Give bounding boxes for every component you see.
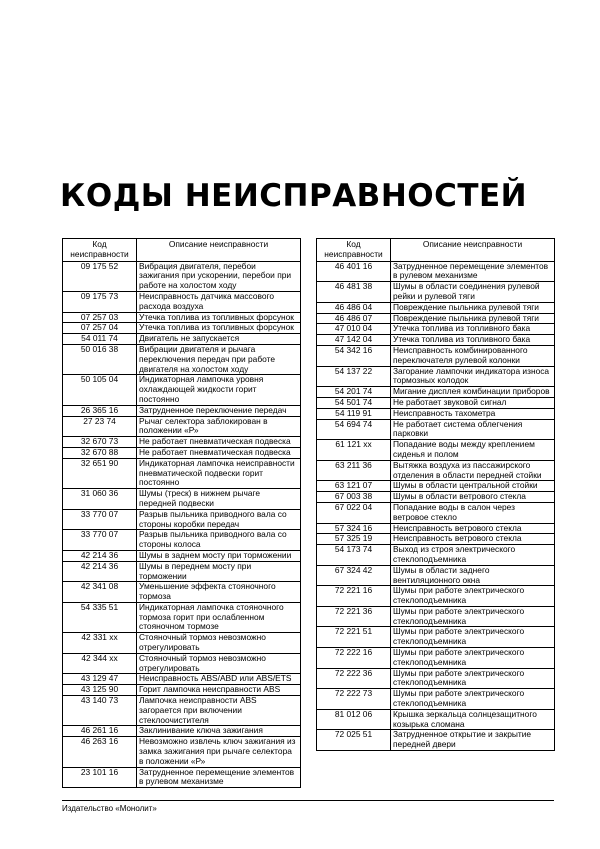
table-row — [317, 460, 555, 481]
fault-code: 31 060 36 — [63, 489, 137, 510]
fault-code: 33 770 07 — [63, 530, 137, 551]
fault-code: 54 137 22 — [317, 366, 391, 387]
fault-code: 07 257 04 — [63, 323, 137, 334]
table-row — [63, 726, 301, 737]
page-title: КОДЫ НЕИСПРАВНОСТЕЙ — [60, 178, 528, 214]
table-row — [63, 550, 301, 561]
table-row — [317, 689, 555, 710]
table-row — [317, 345, 555, 366]
fault-description: Неисправность комбинированного переключателя рулевой колонки — [391, 345, 555, 366]
fault-description: Шумы в переднем мосту при торможении — [137, 561, 301, 582]
fault-description: Затрудненное открытие и закрытие передней двери — [391, 730, 555, 751]
fault-description: Шумы при работе электрического стеклоподъемника — [391, 668, 555, 689]
fault-code: 43 125 90 — [63, 685, 137, 696]
fault-code: 09 175 52 — [63, 261, 137, 291]
fault-description: Утечка топлива из топливных форсунок — [137, 323, 301, 334]
table-row — [63, 509, 301, 530]
fault-description: Не работает система облегчения парковки — [391, 419, 555, 440]
fault-description: Утечка топлива из топливного бака — [391, 324, 555, 335]
table-row — [63, 685, 301, 696]
table-row — [317, 730, 555, 751]
table-row — [317, 668, 555, 689]
fault-description: Рычаг селектора заблокирован в положении «Р» — [137, 416, 301, 437]
fault-code: 46 481 38 — [317, 282, 391, 303]
fault-code: 72 025 51 — [317, 730, 391, 751]
table-row — [63, 261, 301, 291]
table-row — [63, 602, 301, 632]
fault-description: Индикаторная лампочка неисправности пневматической подвески горит постоянно — [137, 458, 301, 488]
publisher-footer: Издательство «Монолит» — [62, 804, 157, 813]
fault-code: 23 101 16 — [63, 767, 137, 788]
fault-code: 72 221 36 — [317, 606, 391, 627]
fault-code: 42 341 08 — [63, 582, 137, 603]
fault-code: 42 344 xx — [63, 653, 137, 674]
table-row — [63, 530, 301, 551]
fault-code: 42 214 36 — [63, 550, 137, 561]
fault-code: 46 263 16 — [63, 737, 137, 767]
table-header-row — [63, 239, 301, 262]
table-row — [317, 366, 555, 387]
fault-description: Индикаторная лампочка уровня охлаждающей жидкости горит постоянно — [137, 375, 301, 405]
fault-code: 54 342 16 — [317, 345, 391, 366]
fault-code: 46 486 07 — [317, 313, 391, 324]
fault-description: Шумы при работе электрического стеклоподъемника — [391, 648, 555, 669]
fault-description: Неисправность ветрового стекла — [391, 523, 555, 534]
fault-description: Заклинивание ключа зажигания — [137, 726, 301, 737]
fault-description: Вибрации двигателя и рычага переключения передач при работе двигателя на холостом ходу — [137, 344, 301, 374]
fault-code: 54 501 74 — [317, 397, 391, 408]
fault-description: Не работает пневматическая подвеска — [137, 437, 301, 448]
table-row — [63, 405, 301, 416]
table-row — [317, 606, 555, 627]
fault-description: Шумы в области соединения рулевой рейки и рулевой тяги — [391, 282, 555, 303]
fault-description: Стояночный тормоз невозможно отрегулировать — [137, 633, 301, 654]
fault-description: Затрудненное перемещение элементов в рулевом механизме — [137, 767, 301, 788]
fault-description: Утечка топлива из топливного бака — [391, 335, 555, 346]
fault-code: 32 670 73 — [63, 437, 137, 448]
table-row — [63, 323, 301, 334]
fault-description: Шумы в области ветрового стекла — [391, 492, 555, 503]
fault-code: 42 331 xx — [63, 633, 137, 654]
table-row — [317, 586, 555, 607]
table-row — [317, 627, 555, 648]
table-row — [317, 440, 555, 461]
fault-code: 57 324 16 — [317, 523, 391, 534]
fault-code: 32 651 90 — [63, 458, 137, 488]
table-row — [63, 767, 301, 788]
fault-codes-table-right — [316, 238, 555, 751]
fault-code: 43 140 73 — [63, 696, 137, 726]
fault-code: 07 257 03 — [63, 312, 137, 323]
fault-description: Индикаторная лампочка стояночного тормоза горит при ослабленном стояночном тормозе — [137, 602, 301, 632]
fault-description: Шумы в заднем мосту при торможении — [137, 550, 301, 561]
fault-description: Вытяжка воздуха из пассажирского отделения в области передней стойки — [391, 460, 555, 481]
table-row — [63, 334, 301, 345]
fault-description: Неисправность датчика массового расхода воздуха — [137, 291, 301, 312]
fault-description: Повреждение пыльника рулевой тяги — [391, 302, 555, 313]
fault-code: 46 486 04 — [317, 302, 391, 313]
table-row — [63, 458, 301, 488]
fault-codes-table-left — [62, 238, 301, 788]
fault-description: Повреждение пыльника рулевой тяги — [391, 313, 555, 324]
fault-code: 50 105 04 — [63, 375, 137, 405]
fault-code: 67 003 38 — [317, 492, 391, 503]
table-row — [317, 302, 555, 313]
fault-code: 26 365 16 — [63, 405, 137, 416]
fault-description: Шумы при работе электрического стеклоподъемника — [391, 606, 555, 627]
fault-code: 54 011 74 — [63, 334, 137, 345]
fault-description: Стояночный тормоз невозможно отрегулировать — [137, 653, 301, 674]
fault-code: 09 175 73 — [63, 291, 137, 312]
description-column-header: Описание неисправности — [137, 239, 301, 262]
table-row — [63, 653, 301, 674]
table-row — [317, 534, 555, 545]
fault-description: Разрыв пыльника приводного вала со стороны колоса — [137, 530, 301, 551]
fault-description: Неисправность тахометра — [391, 408, 555, 419]
fault-code: 61 121 xx — [317, 440, 391, 461]
fault-description: Попадание воды в салон через ветровое стекло — [391, 502, 555, 523]
table-row — [63, 561, 301, 582]
fault-code: 46 261 16 — [63, 726, 137, 737]
fault-description: Утечка топлива из топливных форсунок — [137, 312, 301, 323]
fault-description: Шумы при работе электрического стеклоподъемника — [391, 689, 555, 710]
fault-description: Загорание лампочки индикатора износа тормозных колодок — [391, 366, 555, 387]
table-row — [63, 674, 301, 685]
fault-description: Шумы при работе электрического стеклоподъемника — [391, 627, 555, 648]
table-row — [317, 545, 555, 566]
fault-code: 57 325 19 — [317, 534, 391, 545]
fault-description: Двигатель не запускается — [137, 334, 301, 345]
table-row — [63, 737, 301, 767]
table-row — [317, 313, 555, 324]
fault-description: Не работает звуковой сигнал — [391, 397, 555, 408]
fault-code: 67 324 42 — [317, 565, 391, 586]
table-row — [63, 489, 301, 510]
table-row — [317, 261, 555, 282]
description-column-header: Описание неисправности — [391, 239, 555, 262]
fault-description: Затрудненное переключение передач — [137, 405, 301, 416]
table-row — [317, 492, 555, 503]
fault-code: 67 022 04 — [317, 502, 391, 523]
fault-code: 42 214 36 — [63, 561, 137, 582]
fault-description: Шумы в области заднего вентиляционного окна — [391, 565, 555, 586]
fault-code: 32 670 88 — [63, 447, 137, 458]
fault-code: 72 221 16 — [317, 586, 391, 607]
fault-description: Попадание воды между креплением сиденья и полом — [391, 440, 555, 461]
fault-description: Лампочка неисправности ABS загорается при включении стеклоочистителя — [137, 696, 301, 726]
table-row — [317, 502, 555, 523]
fault-code: 46 401 16 — [317, 261, 391, 282]
table-row — [317, 324, 555, 335]
fault-description: Выход из строя электрического стеклоподъемника — [391, 545, 555, 566]
right-table-body — [317, 261, 555, 750]
table-row — [317, 481, 555, 492]
fault-code: 54 173 74 — [317, 545, 391, 566]
table-row — [63, 344, 301, 374]
fault-description: Неисправность ABS/ABD или ABS/ETS — [137, 674, 301, 685]
table-row — [63, 375, 301, 405]
table-row — [63, 312, 301, 323]
fault-code: 63 121 07 — [317, 481, 391, 492]
table-row — [63, 633, 301, 654]
fault-description: Разрыв пыльника приводного вала со стороны коробки передач — [137, 509, 301, 530]
table-row — [317, 282, 555, 303]
fault-code: 54 119 91 — [317, 408, 391, 419]
footer-divider — [62, 800, 554, 801]
fault-code: 50 016 38 — [63, 344, 137, 374]
fault-description: Шумы при работе электрического стеклоподъемника — [391, 586, 555, 607]
fault-description: Невозможно извлечь ключ зажигания из замка зажигания при рычаге селектора в положении «Р» — [137, 737, 301, 767]
table-row — [317, 408, 555, 419]
table-row — [63, 582, 301, 603]
fault-description: Горит лампочка неисправности ABS — [137, 685, 301, 696]
fault-code: 63 211 36 — [317, 460, 391, 481]
fault-code: 47 142 04 — [317, 335, 391, 346]
fault-code: 81 012 06 — [317, 709, 391, 730]
table-row — [63, 447, 301, 458]
fault-code: 54 694 74 — [317, 419, 391, 440]
table-row — [63, 437, 301, 448]
fault-code: 72 222 16 — [317, 648, 391, 669]
table-row — [317, 397, 555, 408]
table-header-row — [317, 239, 555, 262]
fault-code: 72 222 73 — [317, 689, 391, 710]
table-row — [63, 696, 301, 726]
fault-description: Затрудненное перемещение элементов в рулевом механизме — [391, 261, 555, 282]
table-row — [317, 565, 555, 586]
table-row — [317, 709, 555, 730]
fault-description: Вибрация двигателя, перебои зажигания при ускорении, перебои при работе на холостом ходу — [137, 261, 301, 291]
fault-code: 72 222 36 — [317, 668, 391, 689]
fault-code: 72 221 51 — [317, 627, 391, 648]
table-row — [317, 335, 555, 346]
fault-description: Уменьшение эффекта стояночного тормоза — [137, 582, 301, 603]
code-column-header: Код неисправности — [317, 239, 391, 262]
fault-code: 43 129 47 — [63, 674, 137, 685]
fault-description: Шумы (треск) в нижнем рычаге передней подвески — [137, 489, 301, 510]
fault-description: Неисправность ветрового стекла — [391, 534, 555, 545]
fault-code: 27 23 74 — [63, 416, 137, 437]
fault-description: Шумы в области центральной стойки — [391, 481, 555, 492]
fault-code: 33 770 07 — [63, 509, 137, 530]
table-row — [317, 523, 555, 534]
fault-description: Крышка зеркальца солнцезащитного козырька сломана — [391, 709, 555, 730]
table-row — [63, 291, 301, 312]
table-row — [317, 419, 555, 440]
table-row — [317, 648, 555, 669]
code-column-header: Код неисправности — [63, 239, 137, 262]
fault-description: Мигание дисплея комбинации приборов — [391, 387, 555, 398]
fault-code: 47 010 04 — [317, 324, 391, 335]
left-table-body — [63, 261, 301, 788]
table-row — [63, 416, 301, 437]
fault-description: Не работает пневматическая подвеска — [137, 447, 301, 458]
fault-code: 54 335 51 — [63, 602, 137, 632]
fault-code: 54 201 74 — [317, 387, 391, 398]
table-row — [317, 387, 555, 398]
